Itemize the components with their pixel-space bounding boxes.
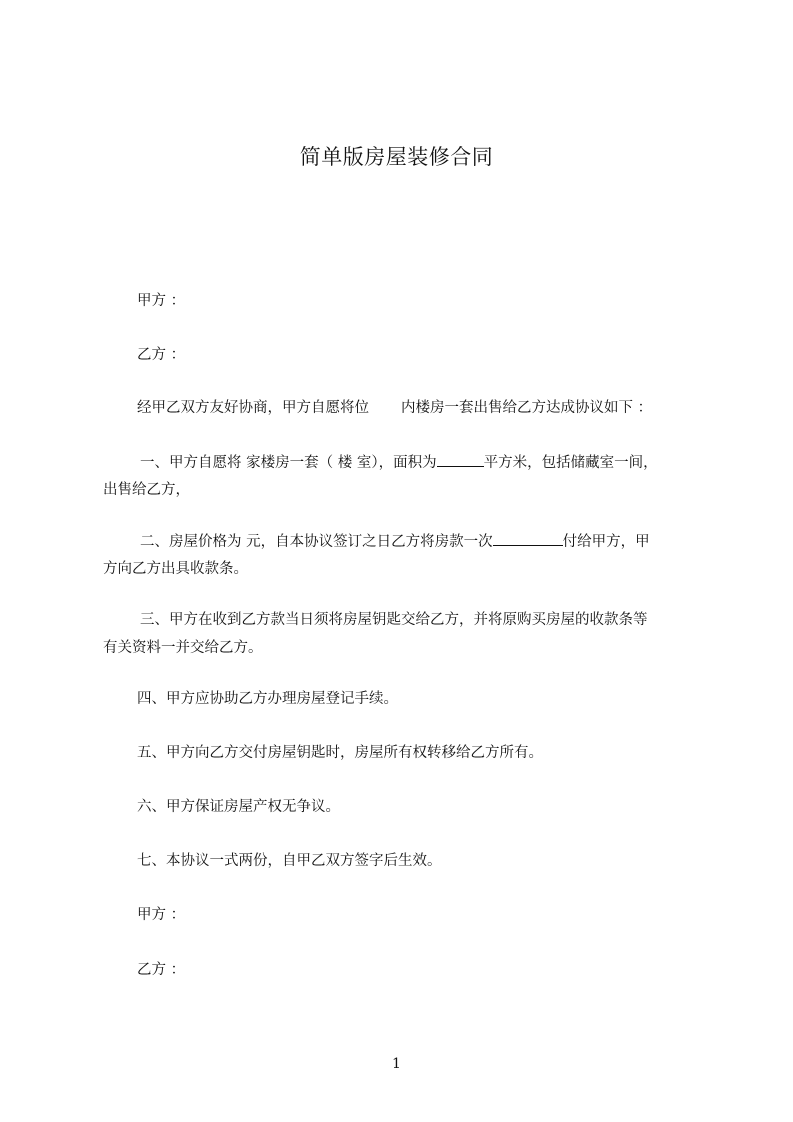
clause-5: 五、甲方向乙方交付房屋钥匙时，房屋所有权转移给乙方所有。 <box>137 745 543 761</box>
party-b-line: 乙方 ： <box>137 347 186 363</box>
clause-3-line-2: 有关资料一并交给乙方。 <box>103 640 263 656</box>
clause-1-text-1: 一、甲方自愿将 家楼房一套（ 楼 室），面积为 <box>140 455 437 471</box>
page-number: 1 <box>392 1056 401 1072</box>
clause-1-text-2: 平方米，包括储藏室一间， <box>483 455 658 471</box>
clause-3-line-1: 三、甲方在收到乙方款当日须将房屋钥匙交给乙方，并将原购买房屋的收款条等 <box>140 612 648 628</box>
clause-2-text-1: 二、房屋价格为 元，自本协议签订之日乙方将房款一次 <box>140 534 493 550</box>
signature-party-a: 甲方 ： <box>137 907 186 923</box>
clause-2-line-2: 方向乙方出具收款条。 <box>103 561 248 577</box>
intro-paragraph <box>137 398 652 418</box>
document-title: 简单版房屋装修合同 <box>299 145 494 169</box>
party-a-line: 甲方 ： <box>137 293 186 309</box>
clause-7: 七、本协议一式两份，自甲乙双方签字后生效。 <box>137 853 442 869</box>
clause-1-line-2: 出售给乙方， <box>103 482 190 498</box>
clause-1-line-1 <box>140 452 658 473</box>
clause-2-text-2: 付给甲方，甲 <box>562 534 650 550</box>
area-blank <box>437 452 484 467</box>
clause-4: 四、甲方应协助乙方办理房屋登记手续。 <box>137 691 398 707</box>
intro-text-1: 经甲乙双方友好协商，甲方自愿将位 <box>137 400 369 416</box>
clause-6: 六、甲方保证房屋产权无争议。 <box>137 799 340 815</box>
payment-blank <box>493 531 563 546</box>
clause-2-line-1 <box>140 531 650 552</box>
intro-text-2: 内楼房一套出售给乙方达成协议如下 ： <box>401 400 653 416</box>
signature-party-b: 乙方 ： <box>137 962 186 978</box>
